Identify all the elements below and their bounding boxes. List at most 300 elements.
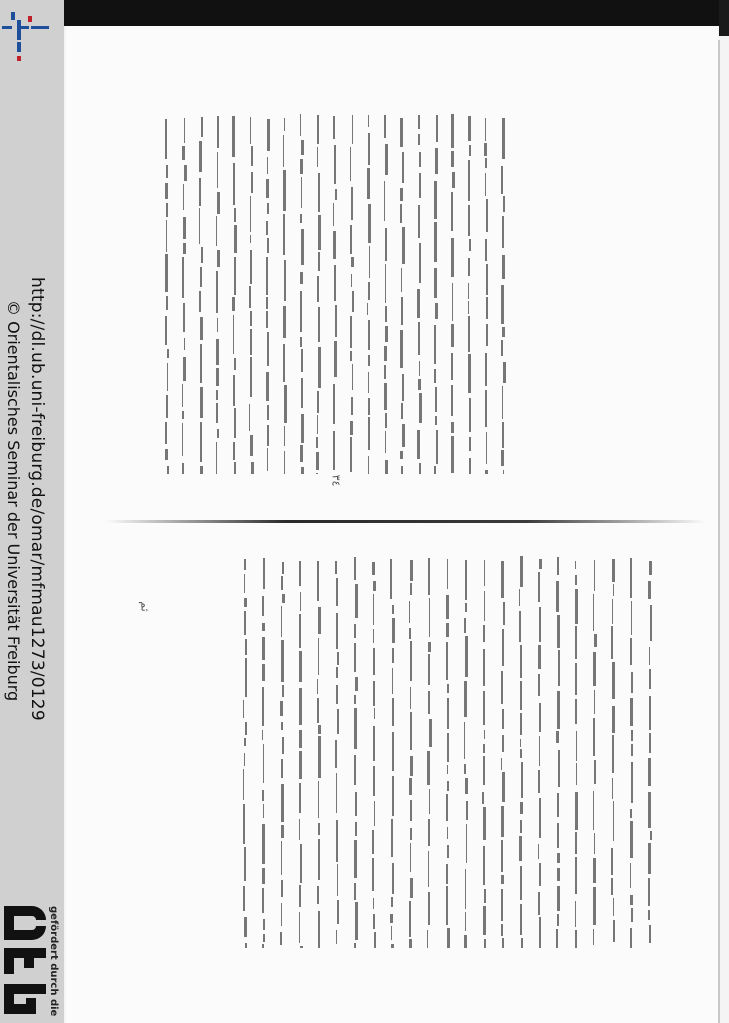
script-stroke (333, 231, 336, 260)
script-stroke (281, 903, 282, 926)
script-stroke (267, 405, 269, 420)
script-stroke (281, 841, 282, 875)
script-stroke (469, 145, 471, 156)
script-stroke (417, 430, 420, 459)
script-stroke (429, 598, 431, 637)
script-stroke (521, 762, 523, 798)
script-stroke (316, 437, 318, 448)
script-stroke (267, 203, 269, 214)
script-stroke (392, 698, 393, 726)
script-stroke (351, 257, 353, 268)
script-stroke (486, 264, 488, 294)
script-stroke (244, 738, 246, 746)
script-stroke (368, 282, 370, 300)
script-stroke (266, 372, 268, 401)
script-stroke (262, 944, 264, 948)
script-stroke (649, 669, 651, 689)
script-stroke (369, 246, 371, 278)
script-stroke (354, 624, 357, 638)
script-stroke (368, 115, 370, 128)
script-stroke (249, 404, 250, 431)
script-stroke (501, 450, 504, 466)
script-stroke (631, 730, 633, 741)
script-stroke (447, 733, 449, 762)
script-stroke (216, 271, 217, 312)
script-stroke (299, 783, 301, 813)
script-stroke (466, 801, 469, 820)
script-stroke (250, 196, 252, 233)
script-stroke (392, 732, 394, 771)
script-stroke (428, 892, 430, 925)
script-stroke (501, 285, 503, 325)
script-stroke (484, 591, 486, 621)
script-stroke (280, 932, 282, 945)
script-stroke (451, 238, 454, 278)
script-stroke (451, 324, 454, 348)
script-stroke (390, 914, 393, 923)
script-stroke (434, 181, 436, 219)
script-stroke (354, 695, 356, 704)
script-stroke (410, 800, 413, 822)
script-stroke (446, 595, 449, 619)
script-stroke (299, 614, 300, 647)
script-stroke (283, 306, 286, 338)
script-stroke (484, 730, 486, 739)
script-stroke (391, 897, 393, 907)
script-stroke (373, 898, 374, 909)
script-stroke (182, 463, 184, 474)
script-stroke (354, 840, 357, 878)
script-stroke (217, 250, 220, 267)
script-stroke (503, 362, 506, 383)
script-stroke (267, 157, 268, 174)
script-stroke (485, 158, 487, 168)
script-stroke (216, 216, 217, 245)
script-stroke (299, 885, 300, 907)
script-stroke (336, 667, 338, 679)
script-stroke (284, 260, 286, 301)
script-stroke (373, 914, 374, 929)
script-stroke (520, 820, 523, 833)
script-stroke (409, 601, 411, 624)
script-stroke (520, 749, 522, 757)
script-stroke (539, 703, 541, 732)
script-stroke (262, 824, 265, 865)
script-stroke (351, 274, 352, 287)
script-stroke (316, 473, 317, 474)
script-stroke (299, 688, 302, 725)
script-stroke (232, 116, 234, 157)
sidebar (0, 0, 64, 1023)
script-stroke (243, 769, 244, 800)
script-stroke (419, 152, 421, 167)
script-stroke (501, 561, 504, 598)
script-stroke (612, 706, 615, 733)
script-stroke (336, 773, 337, 814)
script-stroke (519, 611, 521, 642)
script-stroke (446, 794, 447, 821)
script-stroke (410, 828, 411, 840)
script-stroke (263, 919, 265, 930)
script-stroke (317, 561, 320, 601)
script-stroke (318, 307, 320, 342)
script-stroke (464, 935, 467, 948)
script-stroke (464, 681, 467, 716)
script-stroke (165, 449, 167, 460)
page-fold-line (106, 520, 706, 523)
script-stroke (354, 557, 356, 580)
script-stroke (469, 239, 471, 251)
script-stroke (200, 267, 203, 286)
script-stroke (575, 589, 577, 624)
script-stroke (538, 844, 540, 859)
script-stroke (630, 638, 633, 665)
script-stroke (419, 463, 421, 474)
script-stroke (400, 451, 403, 460)
script-stroke (262, 888, 263, 913)
script-stroke (282, 594, 285, 603)
script-stroke (385, 413, 387, 429)
script-stroke (593, 858, 595, 883)
script-stroke (354, 708, 357, 749)
script-stroke (299, 651, 302, 682)
script-stroke (593, 791, 594, 830)
script-stroke (390, 559, 392, 599)
script-stroke (419, 361, 420, 375)
script-stroke (167, 349, 169, 358)
script-stroke (301, 140, 304, 154)
script-stroke (465, 912, 466, 931)
script-stroke (301, 177, 303, 208)
script-stroke (384, 181, 385, 220)
script-stroke (263, 744, 264, 783)
script-stroke (576, 763, 578, 785)
script-stroke (234, 208, 236, 222)
script-stroke (419, 243, 421, 283)
script-stroke (465, 603, 468, 612)
script-stroke (243, 886, 245, 911)
script-stroke (464, 764, 466, 775)
script-stroke (282, 562, 285, 574)
script-stroke (409, 939, 412, 948)
script-stroke (266, 311, 268, 328)
script-stroke (355, 584, 358, 618)
script-stroke (318, 725, 321, 733)
script-stroke (611, 626, 612, 659)
script-stroke (368, 204, 371, 243)
script-stroke (501, 889, 503, 921)
script-stroke (556, 581, 559, 612)
script-stroke (216, 403, 218, 423)
script-stroke (244, 753, 246, 766)
script-stroke (402, 227, 405, 264)
script-stroke (318, 252, 320, 270)
script-stroke (317, 147, 319, 166)
script-stroke (266, 297, 268, 308)
script-stroke (556, 929, 558, 948)
script-stroke (483, 756, 485, 786)
script-stroke (392, 776, 394, 817)
script-stroke (233, 315, 235, 354)
script-stroke (184, 118, 186, 143)
script-stroke (630, 863, 631, 888)
script-stroke (284, 426, 285, 445)
script-stroke (486, 432, 487, 465)
script-stroke (392, 605, 394, 614)
script-stroke (267, 332, 269, 366)
script-stroke (428, 654, 430, 685)
script-stroke (166, 296, 168, 310)
script-stroke (184, 338, 185, 350)
script-stroke (466, 824, 468, 863)
script-stroke (557, 823, 560, 848)
script-stroke (262, 730, 264, 740)
copyright-text: © Orientalisches Seminar der Universität Freiburg (4, 300, 23, 702)
script-stroke (245, 639, 247, 656)
script-stroke (233, 375, 235, 405)
script-stroke (385, 228, 387, 261)
script-stroke (392, 618, 395, 643)
script-stroke (594, 760, 596, 784)
script-stroke (436, 430, 439, 464)
script-stroke (301, 378, 303, 408)
script-stroke (427, 751, 430, 785)
manuscript-scan (64, 0, 729, 1023)
script-stroke (434, 369, 436, 383)
script-stroke (217, 429, 219, 437)
script-stroke (400, 188, 403, 202)
script-stroke (649, 696, 651, 730)
script-stroke (336, 578, 339, 606)
script-stroke (317, 115, 320, 144)
script-stroke (465, 869, 467, 909)
script-stroke (350, 437, 352, 471)
script-stroke (284, 451, 286, 474)
script-stroke (318, 215, 320, 249)
script-stroke (335, 189, 337, 200)
script-stroke (428, 691, 430, 714)
script-stroke (558, 750, 560, 787)
script-stroke (216, 368, 219, 386)
script-stroke (400, 118, 403, 147)
script-stroke (234, 462, 236, 474)
script-stroke (301, 349, 303, 372)
script-stroke (485, 470, 487, 474)
script-stroke (418, 134, 420, 145)
script-stroke (165, 254, 168, 292)
script-stroke (451, 353, 454, 381)
script-stroke (262, 623, 265, 632)
script-stroke (282, 737, 284, 754)
script-stroke (447, 698, 449, 728)
script-stroke (199, 178, 201, 206)
script-stroke (419, 393, 422, 423)
script-stroke (410, 843, 412, 872)
script-stroke (335, 740, 337, 768)
script-stroke (250, 250, 252, 284)
script-stroke (538, 645, 541, 669)
script-stroke (418, 322, 419, 354)
script-stroke (435, 303, 437, 318)
script-stroke (244, 559, 246, 570)
script-stroke (233, 163, 235, 204)
script-stroke (244, 917, 247, 937)
script-stroke (352, 291, 354, 312)
script-stroke (250, 311, 252, 326)
script-stroke (538, 674, 540, 696)
script-stroke (251, 146, 253, 165)
script-stroke (483, 906, 486, 935)
script-stroke (418, 205, 420, 239)
script-stroke (502, 118, 504, 159)
script-stroke (485, 173, 486, 196)
script-stroke (483, 625, 485, 642)
script-stroke (502, 938, 504, 948)
script-stroke (262, 637, 265, 660)
script-stroke (283, 214, 285, 255)
script-stroke (234, 225, 237, 253)
upper-text-block (162, 114, 722, 484)
script-stroke (318, 823, 320, 835)
script-stroke (385, 431, 387, 453)
script-stroke (409, 778, 412, 795)
script-stroke (427, 930, 428, 948)
script-stroke (337, 709, 339, 735)
script-stroke (234, 408, 236, 438)
script-stroke (354, 755, 356, 785)
script-stroke (251, 462, 254, 474)
script-stroke (317, 886, 318, 904)
script-stroke (503, 602, 505, 625)
script-stroke (485, 118, 486, 140)
script-stroke (402, 424, 405, 447)
script-stroke (593, 652, 596, 686)
script-stroke (417, 289, 420, 318)
script-stroke (300, 844, 302, 883)
script-stroke (410, 583, 412, 595)
script-stroke (245, 658, 247, 698)
script-stroke (249, 286, 251, 308)
script-stroke (355, 677, 358, 691)
script-stroke (649, 733, 651, 753)
script-stroke (244, 611, 246, 635)
script-stroke (482, 792, 483, 804)
script-stroke (384, 365, 386, 379)
source-url-text: http://dl.ub.uni-freiburg.de/omar/mfmau1273/0129 (27, 277, 47, 721)
script-stroke (649, 925, 651, 943)
script-stroke (351, 397, 353, 415)
script-stroke (520, 802, 523, 814)
script-stroke (539, 798, 541, 838)
script-stroke (468, 283, 469, 299)
script-stroke (372, 858, 374, 891)
script-stroke (575, 792, 578, 830)
script-stroke (373, 581, 376, 591)
script-stroke (502, 735, 504, 752)
script-stroke (557, 853, 560, 863)
script-stroke (631, 762, 633, 803)
script-stroke (318, 347, 321, 389)
script-stroke (299, 730, 302, 748)
script-stroke (650, 605, 653, 640)
script-stroke (447, 559, 448, 589)
script-stroke (355, 902, 358, 940)
script-stroke (368, 320, 370, 350)
script-stroke (267, 119, 270, 151)
script-stroke (182, 257, 184, 298)
script-stroke (368, 398, 370, 414)
script-stroke (374, 801, 375, 826)
script-stroke (418, 115, 421, 129)
script-stroke (318, 638, 319, 675)
script-stroke (374, 708, 376, 719)
script-stroke (251, 172, 253, 194)
script-stroke (464, 722, 465, 759)
script-stroke (464, 618, 466, 633)
script-stroke (184, 165, 187, 180)
script-stroke (484, 889, 486, 902)
script-stroke (612, 778, 613, 799)
script-stroke (200, 344, 202, 383)
script-stroke (502, 386, 503, 418)
script-stroke (451, 385, 454, 416)
script-stroke (250, 235, 252, 243)
script-stroke (201, 247, 203, 264)
script-stroke (631, 744, 634, 756)
script-stroke (355, 792, 357, 817)
script-stroke (469, 458, 471, 474)
script-stroke (336, 930, 338, 944)
script-stroke (451, 422, 454, 433)
script-stroke (613, 920, 616, 942)
script-stroke (520, 739, 521, 747)
script-stroke (410, 641, 412, 680)
script-stroke (368, 355, 370, 366)
script-stroke (373, 594, 375, 625)
script-stroke (483, 846, 486, 885)
script-stroke (612, 599, 614, 624)
script-stroke (539, 736, 541, 766)
script-stroke (434, 268, 437, 298)
script-stroke (485, 353, 488, 386)
script-stroke (410, 712, 412, 750)
script-stroke (519, 589, 520, 606)
script-stroke (354, 643, 357, 672)
script-stroke (244, 574, 246, 593)
script-stroke (384, 115, 386, 138)
script-stroke (503, 196, 505, 211)
script-stroke (611, 848, 613, 875)
script-stroke (183, 357, 186, 382)
script-stroke (233, 442, 235, 460)
script-stroke (384, 383, 387, 410)
script-stroke (435, 416, 438, 425)
script-stroke (333, 203, 334, 226)
script-stroke (429, 789, 430, 814)
script-stroke (468, 258, 470, 276)
script-stroke (300, 291, 302, 332)
script-stroke (631, 601, 633, 635)
script-stroke (199, 141, 202, 172)
script-stroke (468, 316, 470, 351)
script-stroke (166, 220, 168, 253)
script-stroke (217, 152, 218, 188)
script-stroke (575, 901, 576, 927)
script-stroke (317, 679, 318, 694)
script-stroke (594, 833, 596, 854)
script-stroke (335, 561, 336, 575)
script-stroke (350, 351, 352, 361)
